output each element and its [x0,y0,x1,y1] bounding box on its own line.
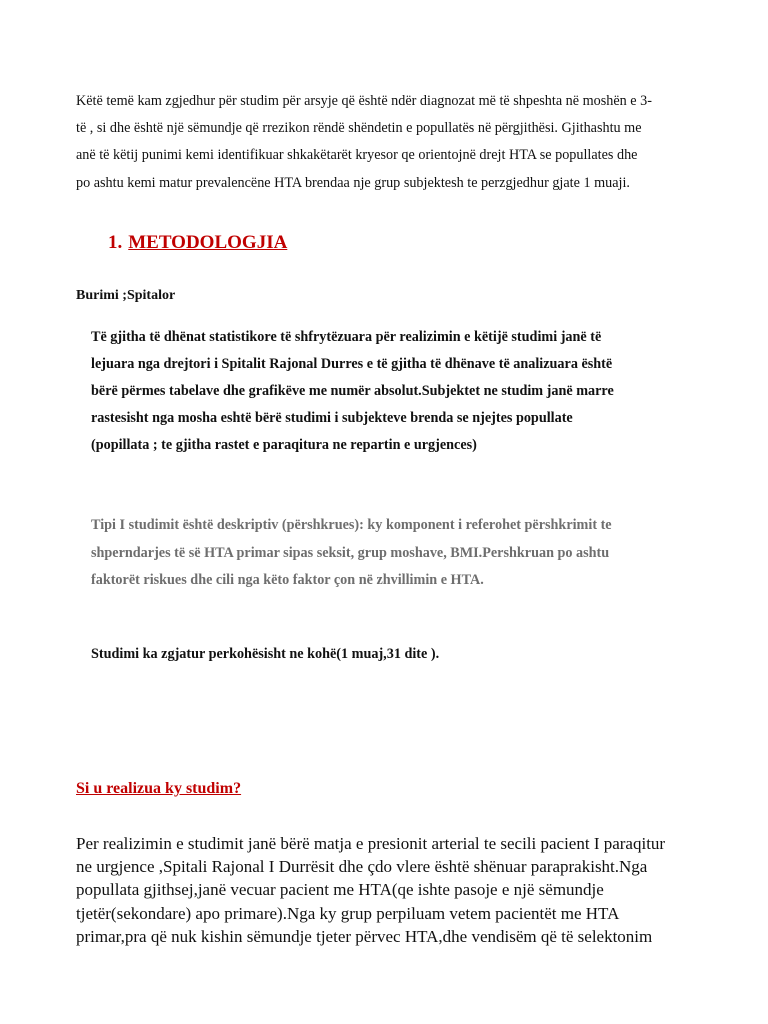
paragraph-line: shperndarjes të së HTA primar sipas seksit, grup moshave, BMI.Pershkruan po ashtu [91,544,610,561]
section-number: 1. [108,232,123,253]
paragraph-line: Per realizimin e studimit janë bërë matja e presionit arterial te secili pacient I paraqitur [76,834,666,853]
section-title: METODOLOGJIA [128,232,288,253]
section-heading-metodologjia [108,232,287,254]
paragraph-line: rastesisht nga mosha eshtë bërë studimi i subjekteve brenda se njejtes popullate [91,410,573,426]
paragraph-line: Të gjitha të dhënat statistikore të shfrytëzuara për realizimin e këtijë studimi janë të [91,329,602,345]
intro-line: të , si dhe është një sëmundje që rrezikon rëndë shëndetin e popullatës në përgjithësi. Gjithashtu me [76,120,642,137]
study-type-paragraph [91,512,691,595]
paragraph-line: ne urgjence ,Spitali Rajonal I Durrësit dhe çdo vlere është shënuar paraprakisht.Nga [76,857,648,877]
realization-paragraph [76,832,696,948]
paragraph-line: tjetër(sekondare) apo primare).Nga ky grup perpiluam vetem pacientët me HTA [76,903,620,923]
paragraph-line: popullata gjithsej,janë vecuar pacient me HTA(qe ishte pasoje e një sëmundje [76,880,604,900]
section-heading-realization: Si u realizua ky studim? [76,780,242,797]
intro-line: po ashtu kemi matur prevalencëne HTA brendaa nje grup subjektesh te perzgjedhur gjate 1 muaji. [76,174,630,191]
paragraph-line: (popillata ; te gjitha rastet e paraqitura ne repartin e urgjences) [91,437,477,453]
paragraph-line: lejuara nga drejtori i Spitalit Rajonal Durres e të gjitha të dhënave të analizuara është [91,356,613,372]
intro-paragraph [76,88,694,197]
data-source-paragraph [91,324,691,459]
intro-line: anë të këtij punimi kemi identifikuar shkakëtarët kryesor qe orientojnë drejt HTA se popullates dhe [76,147,638,164]
intro-line: Këtë temë kam zgjedhur për studim për arsyje që është ndër diagnozat më të shpeshta në moshën e 3- [76,93,652,109]
source-label: Burimi ;Spitalor [76,288,176,303]
paragraph-line: bërë përmes tabelave dhe grafikëve me numër absolut.Subjektet ne studim janë marre [91,383,614,399]
study-duration: Studimi ka zgjatur perkohësisht ne kohë(1 muaj,31 dite ). [91,646,440,662]
paragraph-line: Tipi I studimit është deskriptiv (përshkrues): ky komponent i referohet përshkrimit te [91,517,612,533]
paragraph-line: faktorët riskues dhe cili nga këto faktor çon në zhvillimin e HTA. [91,572,484,588]
paragraph-line: primar,pra që nuk kishin sëmundje tjeter përvec HTA,dhe vendisëm që të selektonim [76,926,653,946]
